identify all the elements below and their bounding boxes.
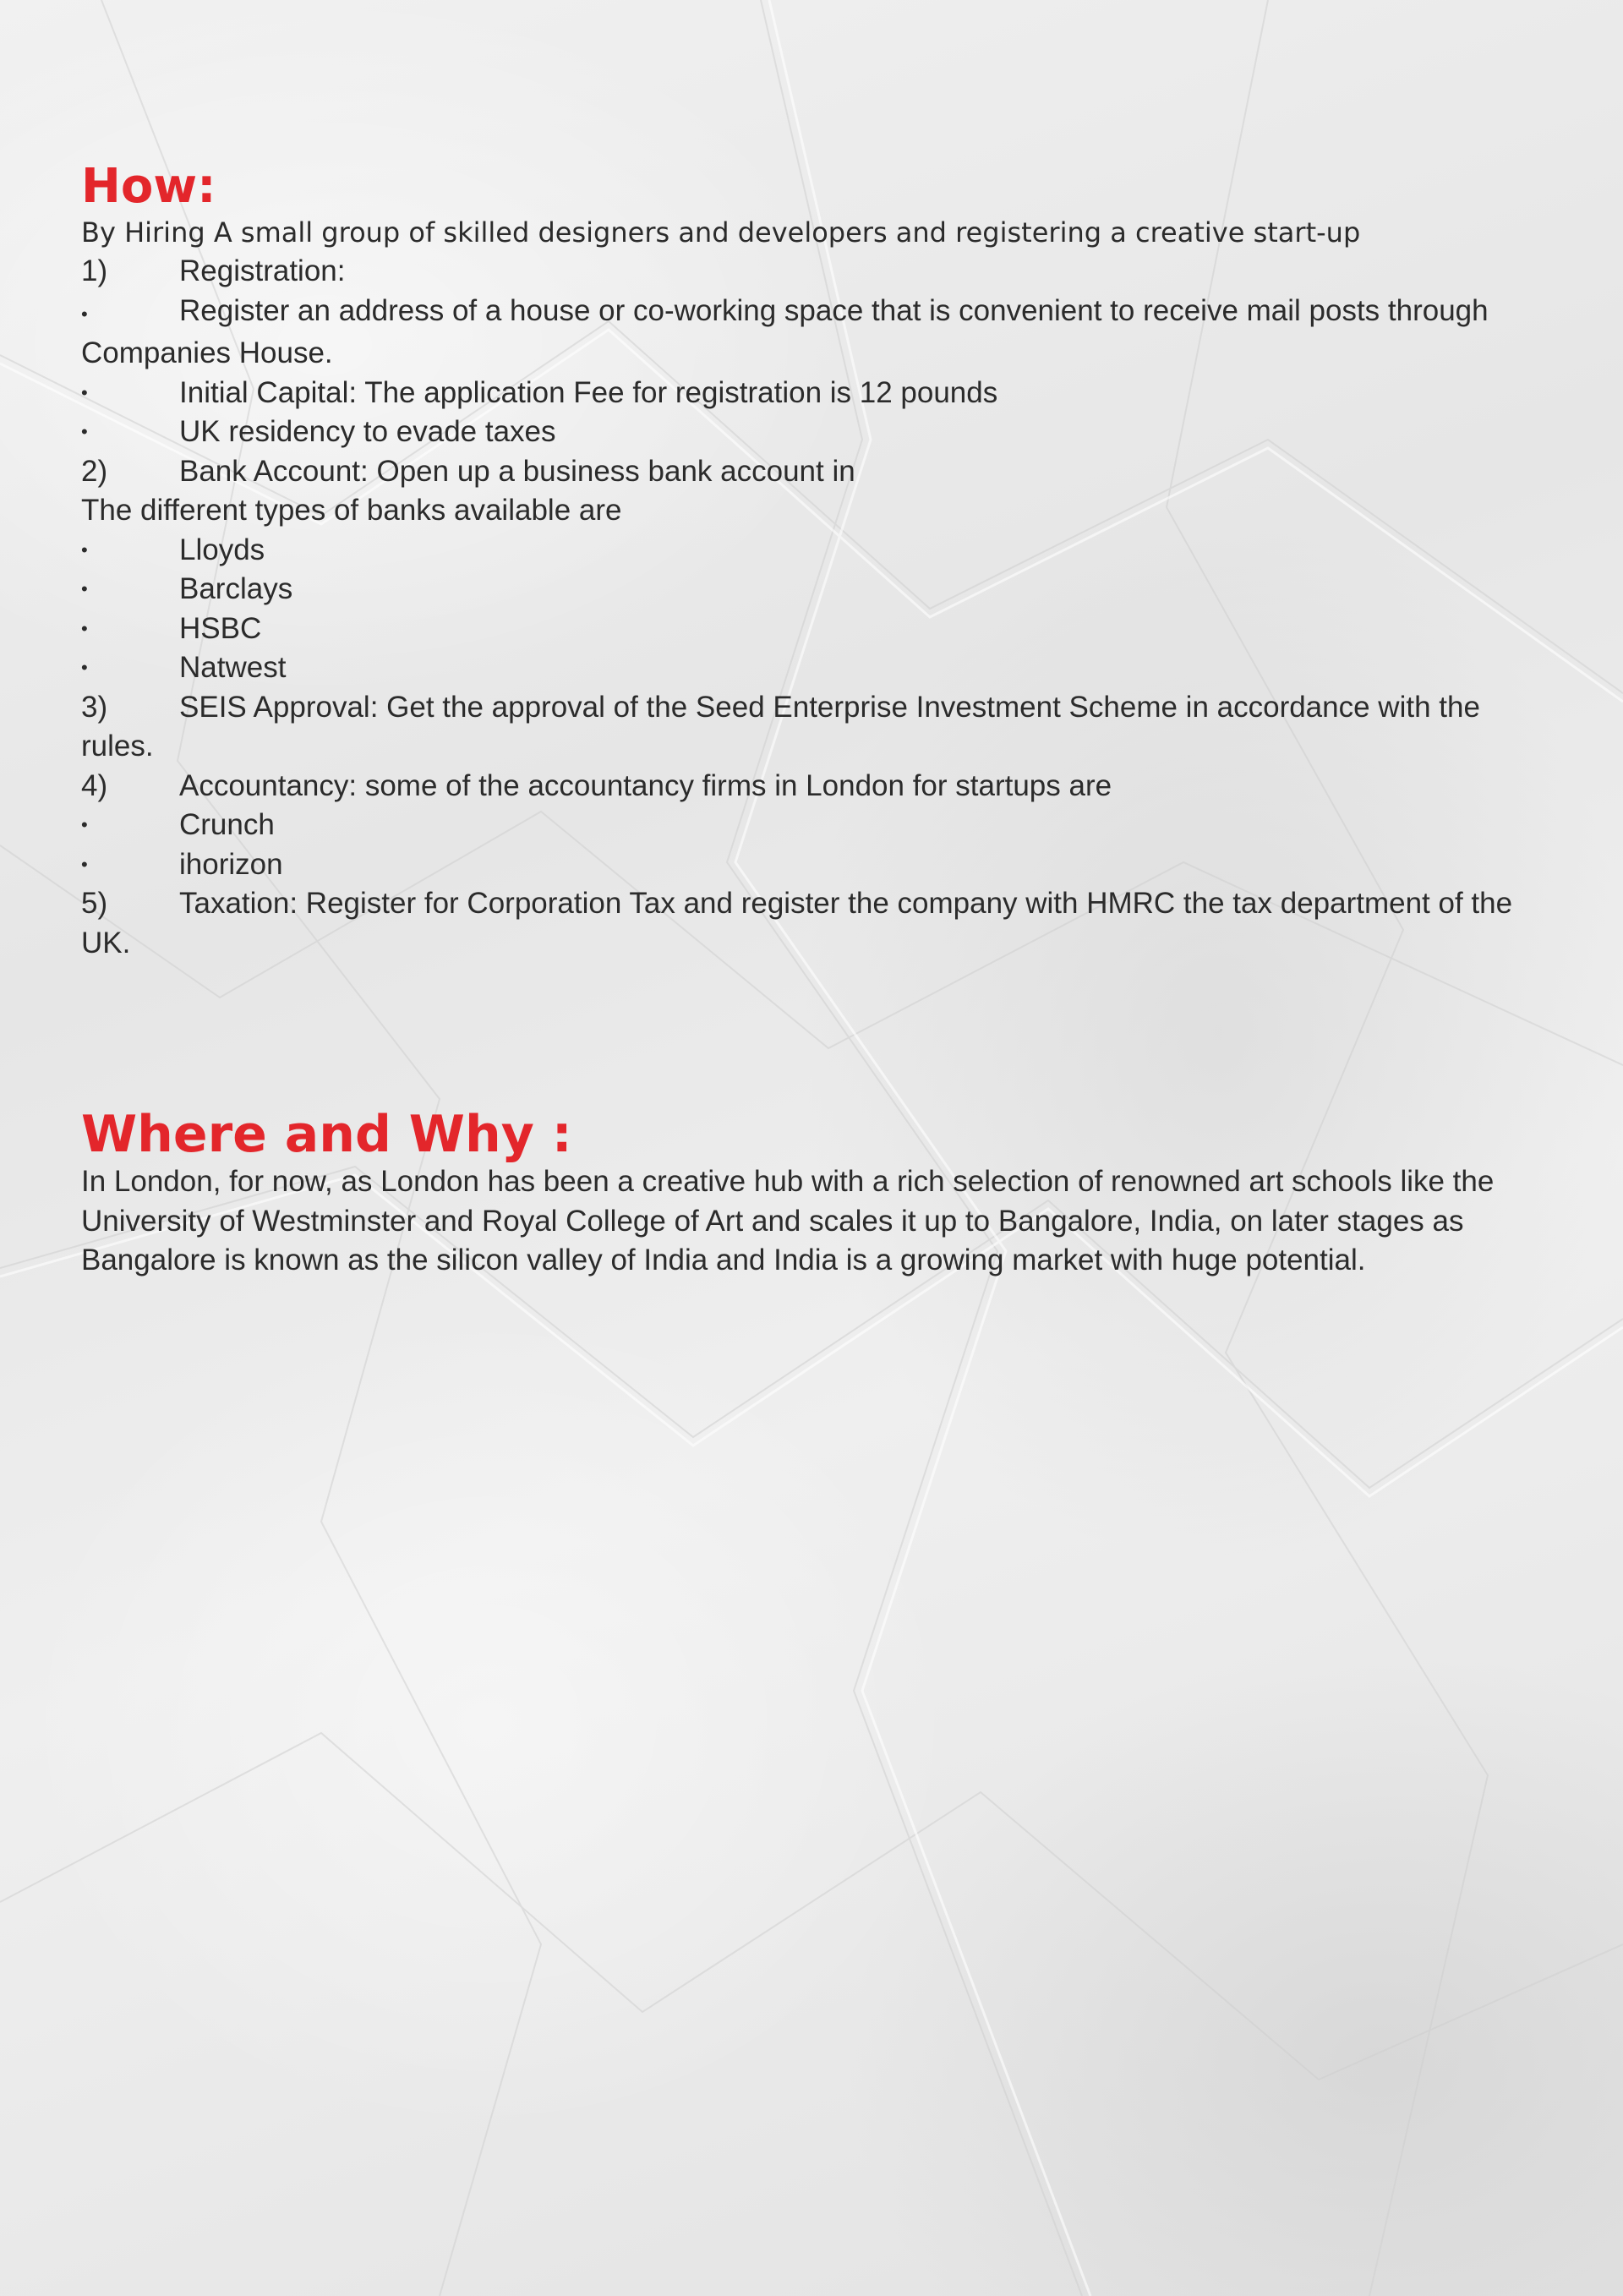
- list-marker: •: [81, 381, 88, 403]
- list-item: [81, 570, 1552, 610]
- list-marker: •: [81, 578, 88, 599]
- list-marker: 5): [81, 887, 108, 920]
- list-item-text: Natwest: [179, 651, 287, 684]
- list-item-text: Barclays: [179, 572, 293, 605]
- list-marker: •: [81, 303, 88, 325]
- list-item-text: Bank Account: Open up a business bank account in: [179, 454, 855, 488]
- list-item: [81, 884, 1552, 963]
- list-marker: 1): [81, 254, 108, 287]
- list-item: [81, 806, 1552, 845]
- list-item: [81, 292, 1552, 374]
- list-item: [81, 452, 1552, 492]
- how-heading: How:: [81, 159, 216, 214]
- list-marker: 4): [81, 768, 108, 802]
- list-marker: 3): [81, 690, 108, 724]
- list-item: [81, 767, 1552, 806]
- list-item-text: Initial Capital: The application Fee for registration is 12 pounds: [179, 375, 998, 409]
- list-item: [81, 491, 1552, 531]
- where-why-heading: Where and Why :: [81, 1105, 572, 1164]
- how-intro: By Hiring A small group of skilled designers and developers and registering a creative start-up: [81, 216, 1361, 249]
- list-marker: 2): [81, 454, 108, 488]
- list-marker: •: [81, 814, 88, 835]
- page-content: [81, 161, 1552, 1281]
- list-marker: •: [81, 657, 88, 678]
- list-marker: •: [81, 421, 88, 442]
- list-item-text: ihorizon: [179, 847, 283, 881]
- list-item-text: Register an address of a house or co-working space that is convenient to receive mail posts through Companies House.: [81, 293, 1489, 369]
- list-item-text: Accountancy: some of the accountancy firms in London for startups are: [179, 768, 1112, 802]
- list-item-text: HSBC: [179, 611, 262, 645]
- list-marker: •: [81, 853, 88, 875]
- list-item: [81, 413, 1552, 452]
- list-item: [81, 648, 1552, 688]
- list-item: [81, 374, 1552, 413]
- list-item-text: Taxation: Register for Corporation Tax and register the company with HMRC the tax department of the UK.: [81, 887, 1513, 959]
- list-item: [81, 252, 1552, 292]
- list-item: [81, 531, 1552, 571]
- how-steps-list: [81, 252, 1552, 963]
- list-item: [81, 688, 1552, 767]
- list-item-text: The different types of banks available are: [81, 494, 622, 527]
- list-item: [81, 845, 1552, 885]
- list-marker: •: [81, 538, 88, 560]
- list-item-text: Lloyds: [179, 533, 265, 566]
- list-item-text: UK residency to evade taxes: [179, 415, 556, 448]
- list-item-text: Registration:: [179, 254, 346, 287]
- list-marker: •: [81, 617, 88, 639]
- list-item: [81, 610, 1552, 649]
- where-why-paragraph: In London, for now, as London has been a creative hub with a rich selection of renowned art schools like the University of Westminster and Royal College of Art and scales it up to Bangalore, India, on later stages as Bangalore is known as the silicon valley of India and India is a growing market with huge potential.: [81, 1165, 1495, 1276]
- list-item-text: SEIS Approval: Get the approval of the Seed Enterprise Investment Scheme in accordance with the rules.: [81, 690, 1480, 763]
- list-item-text: Crunch: [179, 808, 275, 841]
